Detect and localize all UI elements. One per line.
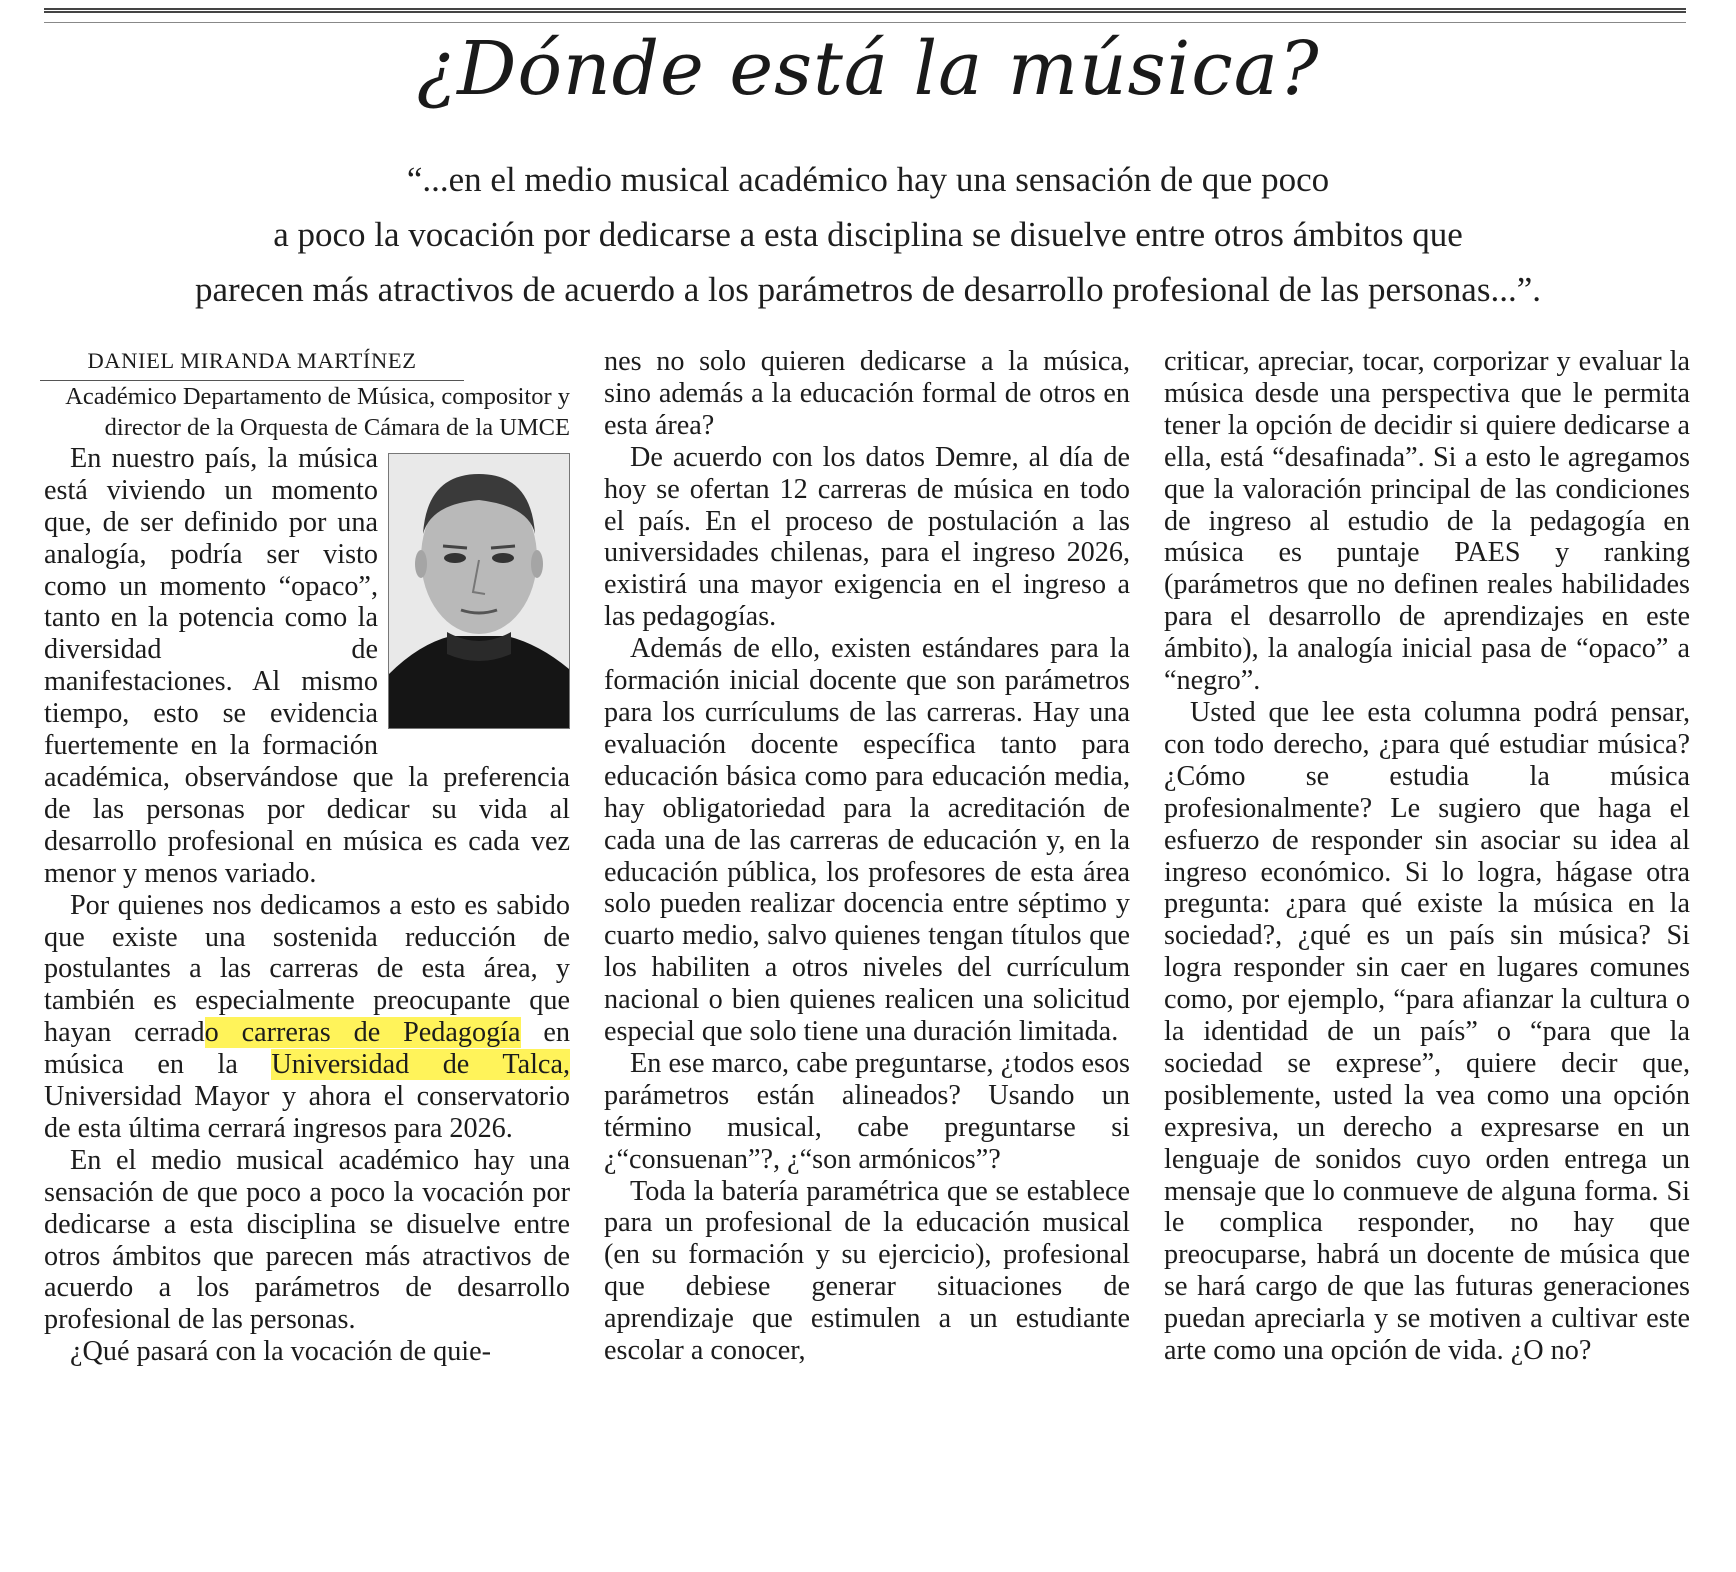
col1-paragraph-4: ¿Qué pasará con la vocación de quie- xyxy=(70,1336,492,1368)
col2-paragraph-5: Toda la batería paramétrica que se establece para un profesional de la educación musical (en su formación y su ejercicio), profesional que debiese generar situaciones de aprendizaje que estimulen a un estudiante escolar a conocer, xyxy=(604,1175,1130,1367)
top-rule xyxy=(44,8,1686,13)
highlighted-pedagogia: o carreras de Pedagogía xyxy=(204,1017,521,1049)
deck-line-1: “...en el medio musical académico hay una sensación de que poco xyxy=(406,160,1330,199)
column-2 xyxy=(604,346,1130,1367)
col2-paragraph-3: Además de ello, existen estándares para la formación inicial docente que son parámetros para los currículums de las carreras. Hay una evaluación docente específica tanto para educación básica como para educación media, hay obligatoriedad para la acreditación de cada una de las carreras de educación y, en la educación pública, los profesores de esta área solo pueden realizar docencia entre séptimo y cuarto medio, salvo quienes tengan títulos que los habiliten a otros niveles del currículum nacional o bien quienes realicen una solicitud especial que solo tiene una duración limitada. xyxy=(604,633,1130,1048)
author-role: Académico Departamento de Música, compositor y director de la Orquesta de Cámara de la UMCE xyxy=(65,382,570,441)
col3-paragraph-1: criticar, apreciar, tocar, corporizar y evaluar la música desde una perspectiva que le permita tener la opción de decidir si quiere dedicarse a ella, está “desafinada”. Si a esto le agregamos que la valoración principal de las condiciones de ingreso al estudio de la pedagogía en música es puntaje PAES y ranking (parámetros que no definen reales habilidades para el desarrollo de aprendizajes en este ámbito), la analogía inicial pasa de “opaco” a “negro”. xyxy=(1164,346,1690,697)
col1-p2-text-c: Universidad Mayor y ahora el conservatorio de esta última cerrará ingresos para 2026. xyxy=(44,1081,570,1144)
col1-p2-text-a: Por quienes nos dedicamos a esto es sabido que existe una sostenida reducción de postulantes a las carreras de esta área, y también es especialmente preocupante que hayan cerrad xyxy=(44,889,570,1049)
col2-paragraph-1: nes no solo quieren dedicarse a la música, sino además a la educación formal de otros en esta área? xyxy=(604,346,1130,441)
headline: ¿Dónde está la música? xyxy=(416,26,1320,112)
col3-paragraph-2: Usted que lee esta columna podrá pensar, con todo derecho, ¿para qué estudiar música? ¿Cómo se estudia la música profesionalmente? Le sugiero que haga el esfuerzo de responder sin asociar su idea al ingreso económico. Si lo logra, hágase otra pregunta: ¿para qué existe la música en la sociedad?, ¿qué es un país sin música? Si logra responder sin caer en lugares comunes como, por ejemplo, “para afianzar la cultura o la identidad de un país” o “para que la sociedad se exprese”, quiere decir que, posiblemente, usted la vea como una opción expresiva, un derecho a expresarse en un lenguaje de sonidos cuyo orden entrega un mensaje que lo conmueve de alguna forma. Si le complica responder, no hay que preocuparse, habrá un docente de música que se hará cargo de que las futuras generaciones puedan apreciarla y se motiven a cultivar este arte como una opción de vida. ¿O no? xyxy=(1164,696,1690,1367)
author-name: DANIEL MIRANDA MARTÍNEZ xyxy=(40,345,464,381)
column-1 xyxy=(44,345,570,1368)
col1-p2-text-b: en música en la xyxy=(44,1017,570,1081)
author-portrait-image xyxy=(389,454,569,728)
pull-quote-deck xyxy=(60,152,1676,317)
col2-paragraph-2: De acuerdo con los datos Demre, al día de hoy se ofertan 12 carreras de música en todo el país. En el proceso de postulación a las universidades chilenas, para el ingreso 2026, existirá una mayor exigencia en el ingreso a las pedagogías. xyxy=(604,441,1130,633)
col1-paragraph-2 xyxy=(44,890,570,1145)
column-3 xyxy=(1164,346,1690,1367)
author-photo xyxy=(388,453,570,729)
deck-line-2: a poco la vocación por dedicarse a esta disciplina se disuelve entre otros ámbitos que xyxy=(273,215,1463,254)
top-rule-thin xyxy=(44,22,1686,23)
col2-paragraph-4: En ese marco, cabe preguntarse, ¿todos esos parámetros están alineados? Usando un término musical, cabe preguntarse si ¿“consuenan”?, ¿“son armónicos”? xyxy=(604,1047,1130,1175)
col1-paragraph-3: En el medio musical académico hay una sensación de que poco a poco la vocación por dedicarse a esta disciplina se disuelve entre otros ámbitos que parecen más atractivos de acuerdo a los parámetros de desarrollo profesional de las personas. xyxy=(44,1144,570,1336)
highlighted-universidad-talca: Universidad de Talca, xyxy=(271,1049,571,1081)
deck-line-3: parecen más atractivos de acuerdo a los parámetros de desarrollo profesional de las personas...”. xyxy=(195,270,1541,309)
col1-paragraph-1: En nuestro país, la música está viviendo un momento que, de ser definido por una analogía, podría ser visto como un momento “opaco”, tanto en la potencia como la diversidad de manifestaciones. Al mismo tiempo, esto se evidencia fuertemente en la formación académica, observándose que la preferencia de las personas por dedicar su vida al desarrollo profesional en música es cada vez menor y menos variado. xyxy=(44,442,570,889)
